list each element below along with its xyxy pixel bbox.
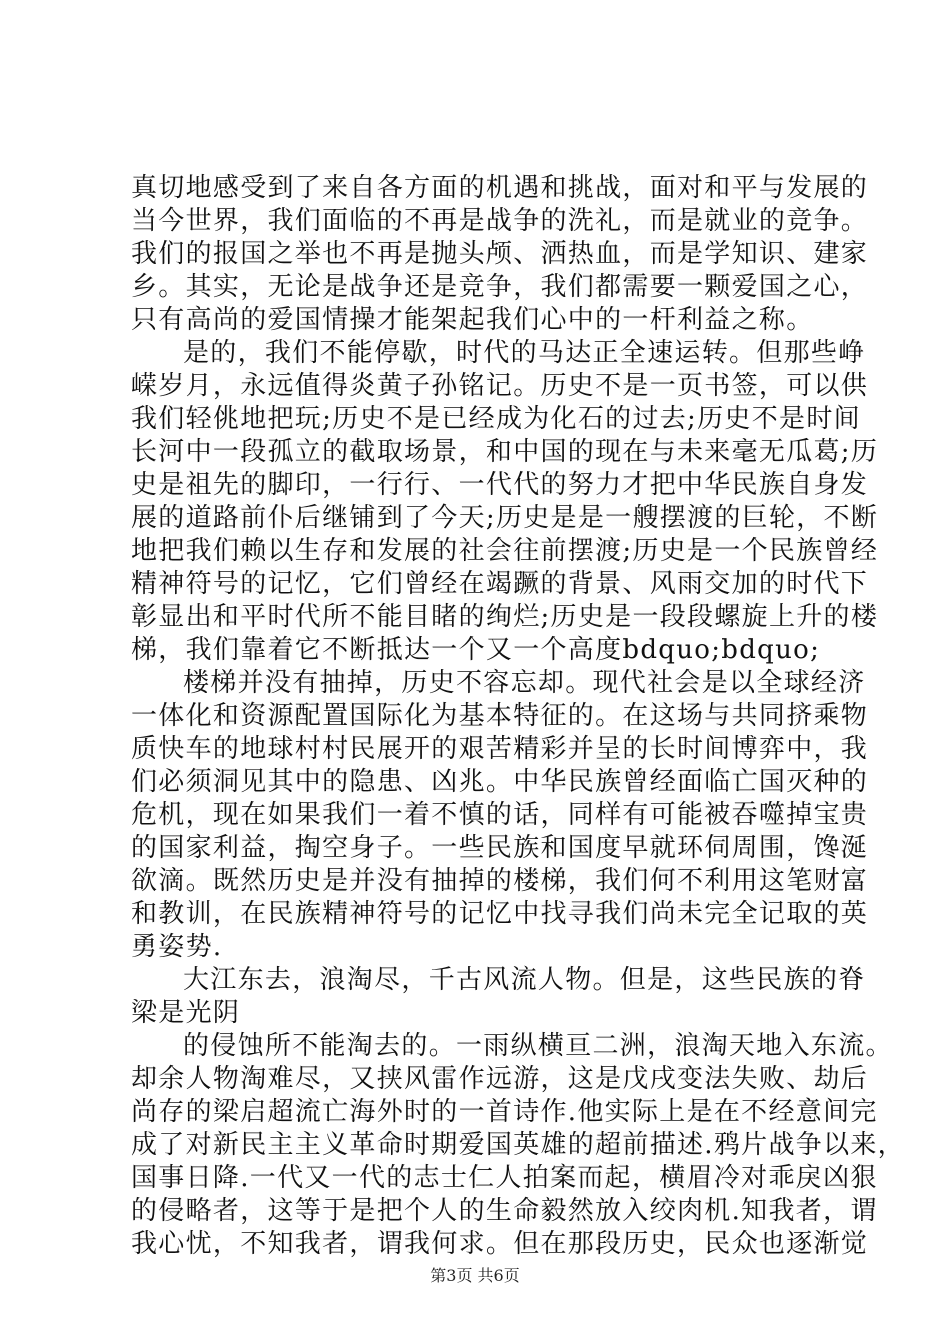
text-line: 我们轻佻地把玩;历史不是已经成为化石的过去;历史不是时间 (131, 404, 861, 434)
text-line: 却余人物淘难尽，又挟风雷作远游，这是戊戌变法失败、劫后 (131, 1064, 869, 1094)
paragraph-first-line: 楼梯并没有抽掉，历史不容忘却。现代社会是以全球经济 (183, 668, 866, 698)
text-line: 勇姿势. (131, 932, 223, 962)
text-line: 嵘岁月，永远值得炎黄子孙铭记。历史不是一页书签，可以供 (131, 371, 869, 401)
text-line: 长河中一段孤立的截取场景，和中国的现在与未来毫无瓜葛;历 (131, 437, 879, 467)
text-line: 真切地感受到了来自各方面的机遇和挑战，面对和平与发展的 (131, 173, 869, 203)
text-line: 危机，现在如果我们一着不慎的话，同样有可能被吞噬掉宝贵 (131, 800, 869, 830)
paragraph-first-line: 是的，我们不能停歇，时代的马达正全速运转。但那些峥 (183, 338, 866, 368)
text-line: 的国家利益，掏空身子。一些民族和国度早就环伺周围，馋涎 (131, 833, 869, 863)
text-line: 国事日降.一代又一代的志士仁人拍案而起，横眉冷对乖戾凶狠 (131, 1163, 878, 1193)
text-line: 欲滴。既然历史是并没有抽掉的楼梯，我们何不利用这笔财富 (131, 866, 869, 896)
text-line: 质快车的地球村村民展开的艰苦精彩并呈的长时间博弈中，我 (131, 734, 869, 764)
text-line: 们必须洞见其中的隐患、凶兆。中华民族曾经面临亡国灭种的 (131, 767, 869, 797)
text-line: 和教训，在民族精神符号的记忆中找寻我们尚未完全记取的英 (131, 899, 869, 929)
text-line: 展的道路前仆后继铺到了今天;历史是是一艘摆渡的巨轮，不断 (131, 503, 879, 533)
paragraph-first-line: 的侵蚀所不能淘去的。一雨纵横亘二洲，浪淘天地入东流。 (183, 1031, 893, 1061)
text-line: 乡。其实，无论是战争还是竞争，我们都需要一颗爱国之心， (131, 272, 869, 302)
text-line: 一体化和资源配置国际化为基本特征的。在这场与共同挤乘物 (131, 701, 869, 731)
text-line: 成了对新民主主义革命时期爱国英雄的超前描述.鸦片战争以来， (131, 1130, 905, 1160)
text-line: 只有高尚的爱国情操才能架起我们心中的一杆利益之称。 (131, 305, 814, 335)
page-number-footer: 第3页 共6页 (430, 1266, 520, 1285)
text-line: 尚存的梁启超流亡海外时的一首诗作.他实际上是在不经意间完 (131, 1097, 878, 1127)
text-line: 当今世界，我们面临的不再是战争的洗礼，而是就业的竞争。 (131, 206, 869, 236)
body-text (131, 172, 905, 1261)
text-line: 彰显出和平时代所不能目睹的绚烂;历史是一段段螺旋上升的楼 (131, 602, 879, 632)
paragraph-first-line: 大江东去，浪淘尽，千古风流人物。但是，这些民族的脊 (183, 965, 866, 995)
text-line: 我心忧，不知我者，谓我何求。但在那段历史，民众也逐渐觉 (131, 1229, 869, 1259)
text-line: 地把我们赖以生存和发展的社会往前摆渡;历史是一个民族曾经 (131, 536, 879, 566)
text-line: 梯，我们靠着它不断抵达一个又一个高度bdquo;bdquo; (131, 635, 821, 665)
text-line: 史是祖先的脚印，一行行、一代代的努力才把中华民族自身发 (131, 470, 869, 500)
text-line: 梁是光阴 (131, 998, 241, 1028)
text-line: 的侵略者，这等于是把个人的生命毅然放入绞肉机.知我者，谓 (131, 1196, 878, 1226)
text-line: 我们的报国之举也不再是抛头颅、洒热血，而是学知识、建家 (131, 239, 869, 269)
text-line: 精神符号的记忆，它们曾经在竭蹶的背景、风雨交加的时代下 (131, 569, 869, 599)
